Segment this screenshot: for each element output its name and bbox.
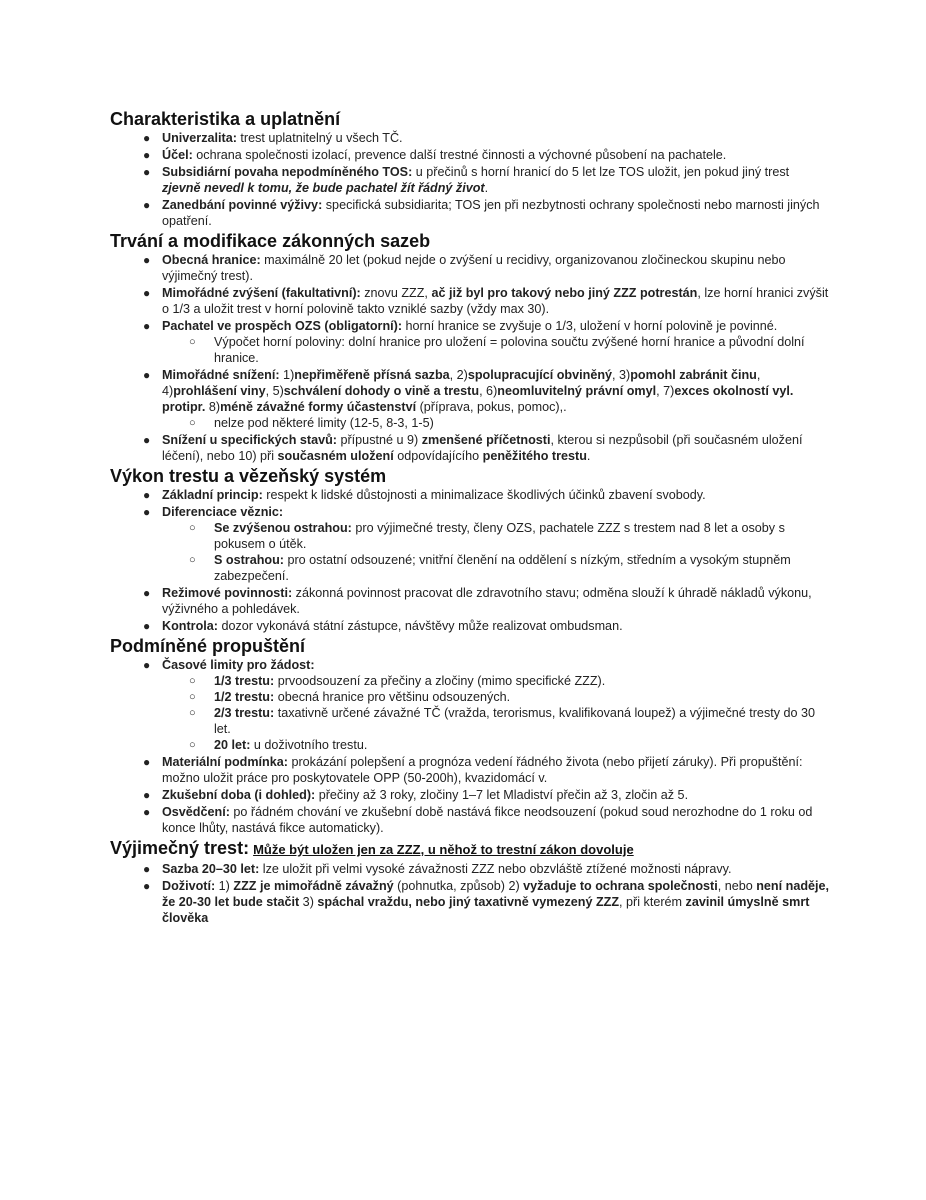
bullet-list (110, 252, 830, 464)
bullet-icon: ● (143, 619, 151, 633)
list-item (110, 787, 830, 803)
bullet-icon: ● (143, 805, 151, 819)
emphasis-text: Režimové povinnosti: (162, 586, 293, 600)
text-run: 8) (205, 400, 221, 414)
hollow-bullet-icon: ○ (189, 707, 196, 719)
text-run: specifická subsidiarita; TOS jen při nezbytnosti ochrany společnosti nebo marnosti jiných opatření. (162, 198, 820, 228)
bullet-icon: ● (143, 319, 151, 333)
section-heading (110, 635, 830, 657)
section-note: Může být uložen jen za ZZZ, u něhož to trestní zákon dovoluje (253, 842, 634, 857)
bullet-icon: ● (143, 879, 151, 893)
emphasis-text: zjevně nevedl k tomu, že bude pachatel žít řádný život (162, 181, 485, 195)
section-heading (110, 108, 830, 130)
text-run: horní hranice se zvyšuje o 1/3, uložení v horní polovině je povinné. (402, 319, 778, 333)
emphasis-text: Diferenciace věznic: (162, 505, 284, 519)
hollow-bullet-icon: ○ (189, 691, 196, 703)
list-item (110, 367, 830, 431)
emphasis-text: Se zvýšenou ostrahou: (214, 521, 352, 535)
section-title: Trvání a modifikace zákonných sazeb (110, 231, 431, 251)
list-item (110, 657, 830, 753)
emphasis-text: exces okolností vyl. protipr. (162, 384, 794, 414)
sub-list-item (162, 552, 830, 584)
bullet-icon: ● (143, 198, 151, 212)
list-item (110, 164, 830, 196)
list-item (110, 504, 830, 584)
document-body (110, 108, 830, 927)
emphasis-text: 1/3 trestu: (214, 674, 275, 688)
section-heading (110, 465, 830, 487)
section-heading (110, 837, 830, 861)
text-run: nelze pod některé limity (12-5, 8-3, 1-5) (214, 416, 434, 430)
list-item (110, 861, 830, 877)
emphasis-text: Základní princip: (162, 488, 263, 502)
sub-list-item (162, 334, 830, 366)
text-run: (pohnutka, způsob) 2) (393, 879, 524, 893)
text-run: 1) (279, 368, 295, 382)
text-run: zákonná povinnost pracovat dle zdravotního stavu; odměna slouží k úhradě nákladů výkonu, výživného a pohledávek. (162, 586, 812, 616)
emphasis-text: 1/2 trestu: (214, 690, 275, 704)
emphasis-text: pomohl zabránit činu (630, 368, 757, 382)
sub-list-item (162, 689, 830, 705)
text-run: ochrana společnosti izolací, prevence další trestné činnosti a výchovné působení na pachatele. (192, 148, 727, 162)
text-run: u doživotního trestu. (250, 738, 368, 752)
emphasis-text: Sazba 20–30 let: (162, 862, 260, 876)
emphasis-text: S ostrahou: (214, 553, 284, 567)
section-title: Charakteristika a uplatnění (110, 109, 341, 129)
emphasis-text: Subsidiární povaha nepodmíněného TOS: (162, 165, 413, 179)
text-run: (příprava, pokus, pomoc),. (416, 400, 567, 414)
emphasis-text: zavinil úmyslně smrt člověka (162, 895, 810, 925)
emphasis-text: Kontrola: (162, 619, 218, 633)
hollow-bullet-icon: ○ (189, 675, 196, 687)
emphasis-text: Pachatel ve prospěch OZS (obligatorní): (162, 319, 403, 333)
text-run: lze uložit při velmi vysoké závažnosti ZZZ nebo obzvláště ztížené možnosti nápravy. (259, 862, 732, 876)
emphasis-text: Časové limity pro žádost: (162, 658, 315, 672)
emphasis-text: peněžitého trestu (482, 449, 587, 463)
bullet-icon: ● (143, 788, 151, 802)
list-item (110, 252, 830, 284)
text-run: . (586, 449, 591, 463)
section (110, 635, 830, 836)
emphasis-text: Snížení u specifických stavů: (162, 433, 337, 447)
section-title: Výkon trestu a vězeňský systém (110, 466, 387, 486)
text-run: , nebo (717, 879, 757, 893)
text-run: maximálně 20 let (pokud nejde o zvýšení u recidivy, organizovanou zločineckou skupinu nebo výjimečný trest). (162, 253, 786, 283)
text-run: dozor vykonává státní zástupce, návštěvy může realizovat ombudsman. (217, 619, 623, 633)
sub-bullet-list (162, 415, 830, 431)
hollow-bullet-icon: ○ (189, 554, 196, 566)
emphasis-text: současném uložení (277, 449, 394, 463)
bullet-icon: ● (143, 253, 151, 267)
text-run: respekt k lidské důstojnosti a minimalizace škodlivých účinků zbavení svobody. (262, 488, 706, 502)
emphasis-text: spáchal vraždu, nebo jiný taxativně vymezený ZZZ (317, 895, 620, 909)
emphasis-text: Účel: (162, 148, 193, 162)
list-item (110, 754, 830, 786)
sub-bullet-list (162, 673, 830, 753)
bullet-icon: ● (143, 505, 151, 519)
bullet-icon: ● (143, 165, 151, 179)
list-item (110, 878, 830, 926)
text-run: , kterou si nezpůsobil (při současném uložení léčení), nebo 10) při (162, 433, 803, 463)
bullet-list (110, 487, 830, 634)
bullet-icon: ● (143, 586, 151, 600)
bullet-icon: ● (143, 131, 151, 145)
emphasis-text: Osvědčení: (162, 805, 230, 819)
section (110, 108, 830, 229)
text-run: pro ostatní odsouzené; vnitřní členění na oddělení s nízkým, středním a vysokým stupněm zabezpečení. (214, 553, 791, 583)
text-run: přípustné u 9) (336, 433, 422, 447)
section (110, 837, 830, 926)
bullet-icon: ● (143, 286, 151, 300)
bullet-list (110, 657, 830, 836)
list-item (110, 130, 830, 146)
bullet-icon: ● (143, 488, 151, 502)
hollow-bullet-icon: ○ (189, 417, 196, 429)
text-run: prvoodsouzení za přečiny a zločiny (mimo specifické ZZZ). (274, 674, 606, 688)
sub-list-item (162, 415, 830, 431)
emphasis-text: méně závažné formy účastenství (220, 400, 417, 414)
text-run: znovu ZZZ, (360, 286, 432, 300)
text-run: , 5) (265, 384, 284, 398)
sub-list-item (162, 673, 830, 689)
sub-bullet-list (162, 334, 830, 366)
text-run: . (484, 181, 489, 195)
section (110, 465, 830, 634)
section-heading (110, 230, 830, 252)
bullet-icon: ● (143, 433, 151, 447)
text-run: 3) (299, 895, 318, 909)
emphasis-text: 2/3 trestu: (214, 706, 275, 720)
text-run: , 3) (612, 368, 631, 382)
text-run: , 7) (656, 384, 675, 398)
list-item (110, 618, 830, 634)
list-item (110, 804, 830, 836)
list-item (110, 147, 830, 163)
text-run: obecná hranice pro většinu odsouzených. (274, 690, 511, 704)
list-item (110, 285, 830, 317)
emphasis-text: nepřiměřeně přísná sazba (294, 368, 450, 382)
text-run: 1) (215, 879, 234, 893)
text-run: prokázání polepšení a prognóza vedení řádného života (nebo přijetí záruky). Při propuštění: možno uložit práce pro poskytovatele OPP (50-200h), kvazidomácí v. (162, 755, 803, 785)
section (110, 230, 830, 464)
text-run: , lze horní hranici zvýšit o 1/3 a uložit trest v horní polovině takto vzniklé sazby (vždy max 30). (162, 286, 829, 316)
text-run: trest uplatnitelný u všech TČ. (236, 131, 403, 145)
section-title: Podmíněné propuštění (110, 636, 306, 656)
emphasis-text: Univerzalita: (162, 131, 237, 145)
emphasis-text: neomluvitelný právní omyl (497, 384, 657, 398)
emphasis-text: Zkušební doba (i dohled): (162, 788, 316, 802)
hollow-bullet-icon: ○ (189, 336, 196, 348)
emphasis-text: není naděje, že 20-30 let bude stačit (162, 879, 830, 909)
list-item (110, 585, 830, 617)
list-item (110, 318, 830, 366)
emphasis-text: Obecná hranice: (162, 253, 261, 267)
text-run: , při kterém (619, 895, 686, 909)
section-title: Výjimečný trest: (110, 838, 250, 858)
emphasis-text: schválení dohody o vině a trestu (283, 384, 480, 398)
emphasis-text: vyžaduje to ochrana společnosti (523, 879, 718, 893)
emphasis-text: 20 let: (214, 738, 251, 752)
list-item (110, 432, 830, 464)
sub-bullet-list (162, 520, 830, 584)
bullet-icon: ● (143, 368, 151, 382)
emphasis-text: Zanedbání povinné výživy: (162, 198, 323, 212)
bullet-list (110, 130, 830, 229)
hollow-bullet-icon: ○ (189, 739, 196, 751)
list-item (110, 197, 830, 229)
sub-list-item (162, 737, 830, 753)
emphasis-text: Materiální podmínka: (162, 755, 288, 769)
text-run: , 2) (449, 368, 468, 382)
text-run: odpovídajícího (393, 449, 483, 463)
bullet-icon: ● (143, 755, 151, 769)
emphasis-text: Mimořádné snížení: (162, 368, 280, 382)
emphasis-text: zmenšené příčetnosti (421, 433, 551, 447)
emphasis-text: ZZZ je mimořádně závažný (233, 879, 394, 893)
hollow-bullet-icon: ○ (189, 522, 196, 534)
emphasis-text: prohlášení viny (173, 384, 266, 398)
text-run: , 4) (162, 368, 761, 398)
emphasis-text: Mimořádné zvýšení (fakultativní): (162, 286, 361, 300)
text-run: taxativně určené závažné TČ (vražda, terorismus, kvalifikovaná loupež) a výjimečné tresty do 30 let. (214, 706, 816, 736)
bullet-icon: ● (143, 658, 151, 672)
sub-list-item (162, 520, 830, 552)
sub-list-item (162, 705, 830, 737)
bullet-icon: ● (143, 862, 151, 876)
text-run: , 6) (479, 384, 498, 398)
text-run: přečiny až 3 roky, zločiny 1–7 let Mladiství přečin až 3, zločin až 5. (315, 788, 689, 802)
text-run: pro výjimečné tresty, členy OZS, pachatele ZZZ s trestem nad 8 let a osoby s pokusem o útěk. (214, 521, 785, 551)
list-item (110, 487, 830, 503)
text-run: po řádném chování ve zkušební době nastává fikce neodsouzení (pokud soud nerozhodne do 1 roku od konce lhůty, nastává fikce automaticky). (162, 805, 813, 835)
emphasis-text: ač již byl pro takový nebo jiný ZZZ potrestán (431, 286, 698, 300)
emphasis-text: Doživotí: (162, 879, 216, 893)
text-run: Výpočet horní poloviny: dolní hranice pro uložení = polovina součtu zvýšené horní hranice a původní dolní hranice. (214, 335, 805, 365)
emphasis-text: spolupracující obviněný (467, 368, 613, 382)
bullet-list (110, 861, 830, 926)
bullet-icon: ● (143, 148, 151, 162)
text-run: u přečinů s horní hranicí do 5 let lze TOS uložit, jen pokud jiný trest (412, 165, 790, 179)
